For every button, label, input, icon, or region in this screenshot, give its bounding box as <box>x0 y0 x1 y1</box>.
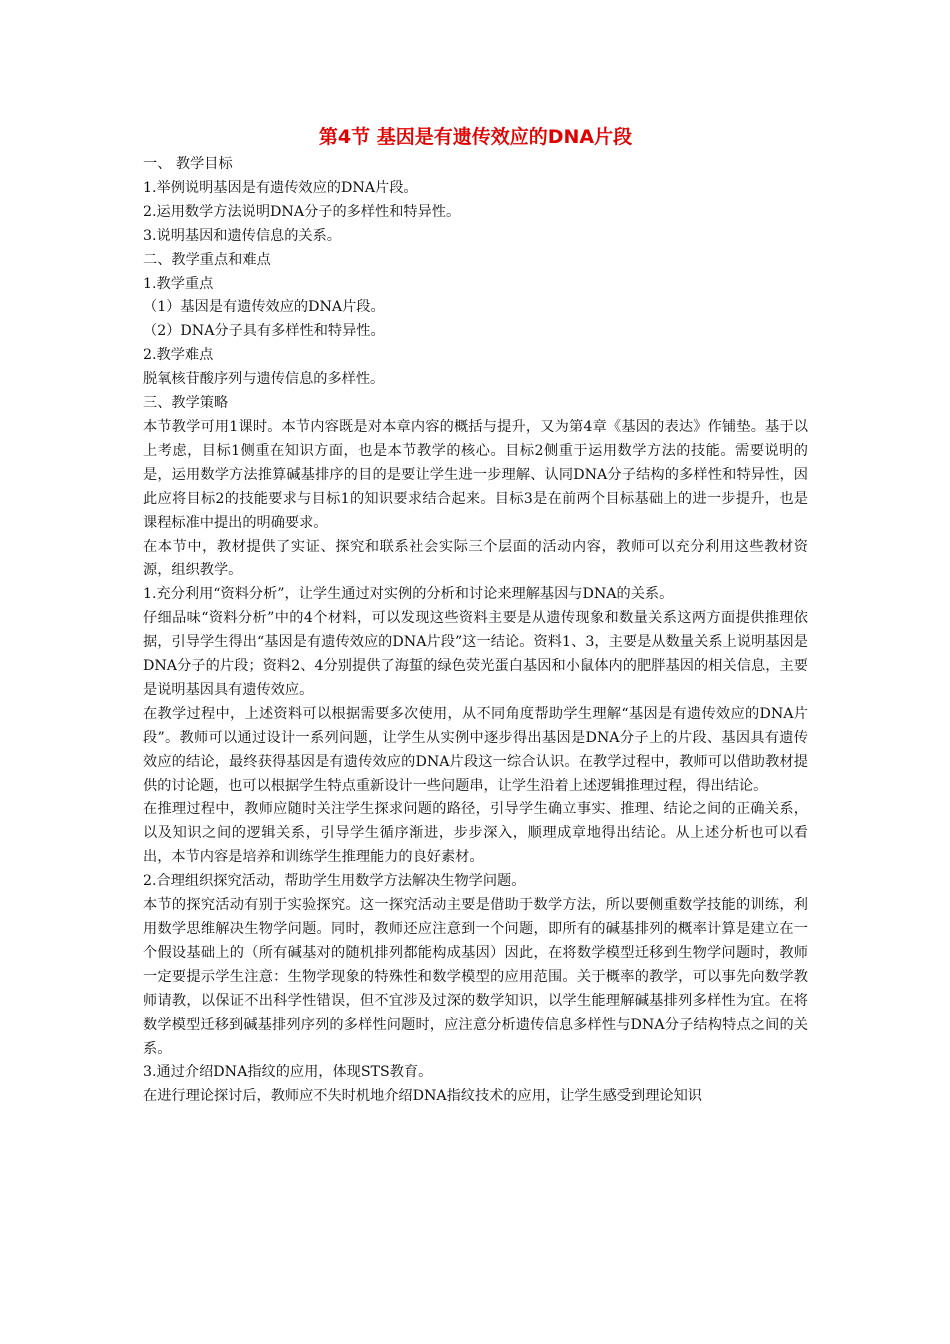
subheading-difficulties: 2.教学难点 <box>143 347 214 364</box>
paragraph-teaching-process: 在教学过程中，上述资料可以根据需要多次使用，从不同角度帮助学生理解“基因是有遗传效应的DNA片段”。教师可以通过设计一系列问题，让学生从实例中逐步得出基因是DNA分子上的片段、基因具有遗传效应的结论，最终获得基因是有遗传效应的DNA片段这一综合认识。在教学过程中，教师可以借助教材提供的讨论题，也可以根据学生特点重新设计一些问题串，让学生沿着上述逻辑推理过程，得出结论。 <box>143 705 808 794</box>
key-point-1: （1）基因是有遗传效应的DNA片段。 <box>143 299 385 316</box>
strategy-item-2-heading: 2.合理组织探究活动，帮助学生用数学方法解决生物学问题。 <box>143 873 526 890</box>
goal-item-2: 2.运用数学方法说明DNA分子的多样性和特异性。 <box>143 203 461 220</box>
paragraph-reasoning: 在推理过程中，教师应随时关注学生探求问题的路径，引导学生确立事实、推理、结论之间的正确关系，以及知识之间的逻辑关系，引导学生循序渐进，步步深入，顺理成章地得出结论。从上述分析也可以看出，本节内容是培养和训练学生推理能力的良好素材。 <box>143 801 808 866</box>
strategy-item-3-heading: 3.通过介绍DNA指纹的应用，体现STS教育。 <box>143 1064 433 1081</box>
paragraph-dna-fingerprint: 在进行理论探讨后，教师应不失时机地介绍DNA指纹技术的应用，让学生感受到理论知识 <box>143 1088 702 1105</box>
paragraph-resources: 在本节中，教材提供了实证、探究和联系社会实际三个层面的活动内容，教师可以充分利用这些教材资源，组织教学。 <box>143 538 808 579</box>
subheading-key-points: 1.教学重点 <box>143 275 214 292</box>
heading-teaching-strategy: 三、教学策略 <box>143 395 229 412</box>
heading-key-points: 二、教学重点和难点 <box>143 251 271 268</box>
key-point-2: （2）DNA分子具有多样性和特异性。 <box>143 323 385 340</box>
heading-teaching-goals: 一、 教学目标 <box>143 156 233 172</box>
document-page <box>143 121 808 1109</box>
strategy-item-1-heading: 1.充分利用“资料分析”，让学生通过对实例的分析和讨论来理解基因与DNA的关系。 <box>143 586 674 603</box>
paragraph-material-analysis: 仔细品味“资料分析”中的4个材料，可以发现这些资料主要是从遗传现象和数量关系这两方面提供推理依据，引导学生得出“基因是有遗传效应的DNA片段”这一结论。资料1、3，主要是从数量关系上说明基因是DNA分子的片段；资料2、4分别提供了海蜇的绿色荧光蛋白基因和小鼠体内的肥胖基因的相关信息，主要是说明基因具有遗传效应。 <box>143 610 808 698</box>
document-title: 第4节 基因是有遗传效应的DNA片段 <box>318 126 633 148</box>
paragraph-strategy-intro: 本节教学可用1课时。本节内容既是对本章内容的概括与提升，又为第4章《基因的表达》作铺垫。基于以上考虑，目标1侧重在知识方面，也是本节教学的核心。目标2侧重于运用数学方法的技能。需要说明的是，运用数学方法推算碱基排序的目的是要让学生进一步理解、认同DNA分子结构的多样性和特异性，因此应将目标2的技能要求与目标1的知识要求结合起来。目标3是在前两个目标基础上的进一步提升，也是课程标准中提出的明确要求。 <box>143 418 808 531</box>
difficulty-item: 脱氧核苷酸序列与遗传信息的多样性。 <box>143 371 385 388</box>
goal-item-3: 3.说明基因和遗传信息的关系。 <box>143 227 341 244</box>
goal-item-1: 1.举例说明基因是有遗传效应的DNA片段。 <box>143 179 418 196</box>
paragraph-inquiry-activity: 本节的探究活动有别于实验探究。这一探究活动主要是借助于数学方法，所以要侧重数学技能的训练，利用数学思维解决生物学问题。同时，教师还应注意到一个问题，即所有的碱基排列的概率计算是建立在一个假设基础上的（所有碱基对的随机排列都能构成基因）因此，在将数学模型迁移到生物学问题时，教师一定要提示学生注意：生物学现象的特殊性和数学模型的应用范围。关于概率的教学，可以事先向数学教师请教，以保证不出科学性错误，但不宜涉及过深的数学知识，以学生能理解碱基排列多样性为宜。在将数学模型迁移到碱基排列序列的多样性问题时，应注意分析遗传信息多样性与DNA分子结构特点之间的关系。 <box>143 897 808 1057</box>
